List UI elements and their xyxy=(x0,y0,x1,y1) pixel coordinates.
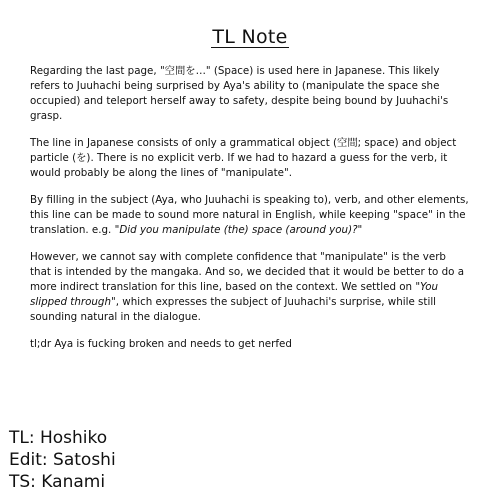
paragraph-last-page: Regarding the last page, "空間を…" (Space) is used here in Japanese. This likely refers to Juuhachi being surprised by Aya's ability to (manipulate the space she occupied) and teleport herself away to safety, despite being bound by Juuhachi's grasp. xyxy=(30,65,449,122)
page-title xyxy=(0,26,500,48)
paragraph-decision-text-a: However, we cannot say with complete confidence that "manipulate" is the verb that is intended by the mangaka. And so, we decided that it would be better to do a more indirect translation for this line, based on the context. We settled on xyxy=(30,251,464,293)
credit-editor: Edit: Satoshi xyxy=(9,450,116,470)
paragraph-grammar: The line in Japanese consists of only a grammatical object (空間; space) and object particle (を). There is no explicit verb. If we had to hazard a guess for the verb, it would probably be along the lines of "manipulate". xyxy=(30,137,457,179)
paragraph-example xyxy=(30,193,470,238)
title-text: TL Note xyxy=(212,26,288,48)
paragraph-decision-text-b: , which expresses the subject of Juuhachi's surprise, while still sounding natural in the dialogue. xyxy=(30,296,437,323)
paragraph-tldr: tl;dr Aya is fucking broken and needs to get nerfed xyxy=(30,338,292,350)
note-body xyxy=(30,64,470,364)
credits xyxy=(9,427,116,493)
paragraph-example-text: By filling in the subject (Aya, who Juuhachi is speaking to), verb, and other elements, this line can be made to sound more natural in English, while keeping "space" in the translation. e.g. xyxy=(30,194,469,236)
credit-typesetter: TS: Kanami xyxy=(9,472,106,492)
paragraph-decision xyxy=(30,250,470,325)
credit-translator: TL: Hoshiko xyxy=(9,428,108,448)
paragraph-decision-quote: "You slipped through" xyxy=(30,281,439,308)
paragraph-example-quote: "Did you manipulate (the) space (around you)?" xyxy=(114,224,363,236)
